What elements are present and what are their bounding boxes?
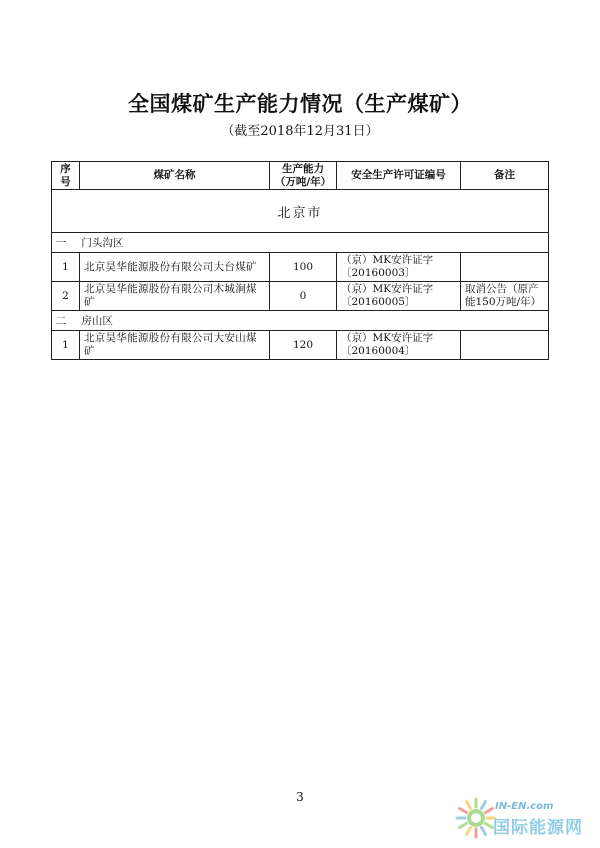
cell-name: 北京昊华能源股份有限公司木城涧煤矿 (80, 282, 270, 311)
cell-capacity: 120 (270, 331, 337, 360)
district-no: 一 (56, 237, 67, 249)
cell-no: 1 (52, 331, 80, 360)
coal-mine-table (51, 161, 549, 360)
header-name: 煤矿名称 (80, 162, 270, 190)
sun-logo-icon (455, 797, 497, 839)
document-subtitle: （截至2018年12月31日） (221, 124, 379, 139)
district-row (52, 311, 549, 331)
cell-name: 北京昊华能源股份有限公司大台煤矿 (80, 253, 270, 282)
table-header-row (52, 162, 549, 190)
cell-license: （京）MK安许证字〔20160003〕 (337, 253, 461, 282)
header-note: 备注 (461, 162, 549, 190)
cell-note (461, 331, 549, 360)
cell-capacity: 100 (270, 253, 337, 282)
cell-no: 1 (52, 253, 80, 282)
province-row (52, 190, 549, 233)
cell-license: （京）MK安许证字〔20160004〕 (337, 331, 461, 360)
header-capacity (270, 162, 337, 190)
district-name: 门头沟区 (81, 237, 124, 249)
cell-no: 2 (52, 282, 80, 311)
header-capacity-line2: （万吨/年） (274, 175, 332, 188)
header-capacity-line1: 生产能力 (282, 162, 324, 175)
district-no: 二 (56, 315, 67, 327)
cell-license: （京）MK安许证字〔20160005〕 (337, 282, 461, 311)
cell-note (461, 253, 549, 282)
page-number: 3 (296, 790, 304, 804)
header-license: 安全生产许可证编号 (337, 162, 461, 190)
header-no: 序号 (52, 162, 80, 190)
watermark-text-en: IN-EN.com (495, 801, 554, 812)
watermark-text-cn: 国际能源网 (493, 818, 583, 838)
table-row (52, 331, 549, 360)
cell-note: 取消公告（原产能150万吨/年） (461, 282, 549, 311)
watermark-logo (455, 795, 595, 843)
document-title: 全国煤矿生产能力情况（生产煤矿） (128, 92, 472, 116)
district-name: 房山区 (81, 315, 113, 327)
cell-name: 北京昊华能源股份有限公司大安山煤矿 (80, 331, 270, 360)
table-row (52, 253, 549, 282)
table-row (52, 282, 549, 311)
district-row (52, 233, 549, 253)
province-name: 北京市 (52, 190, 549, 233)
cell-capacity: 0 (270, 282, 337, 311)
